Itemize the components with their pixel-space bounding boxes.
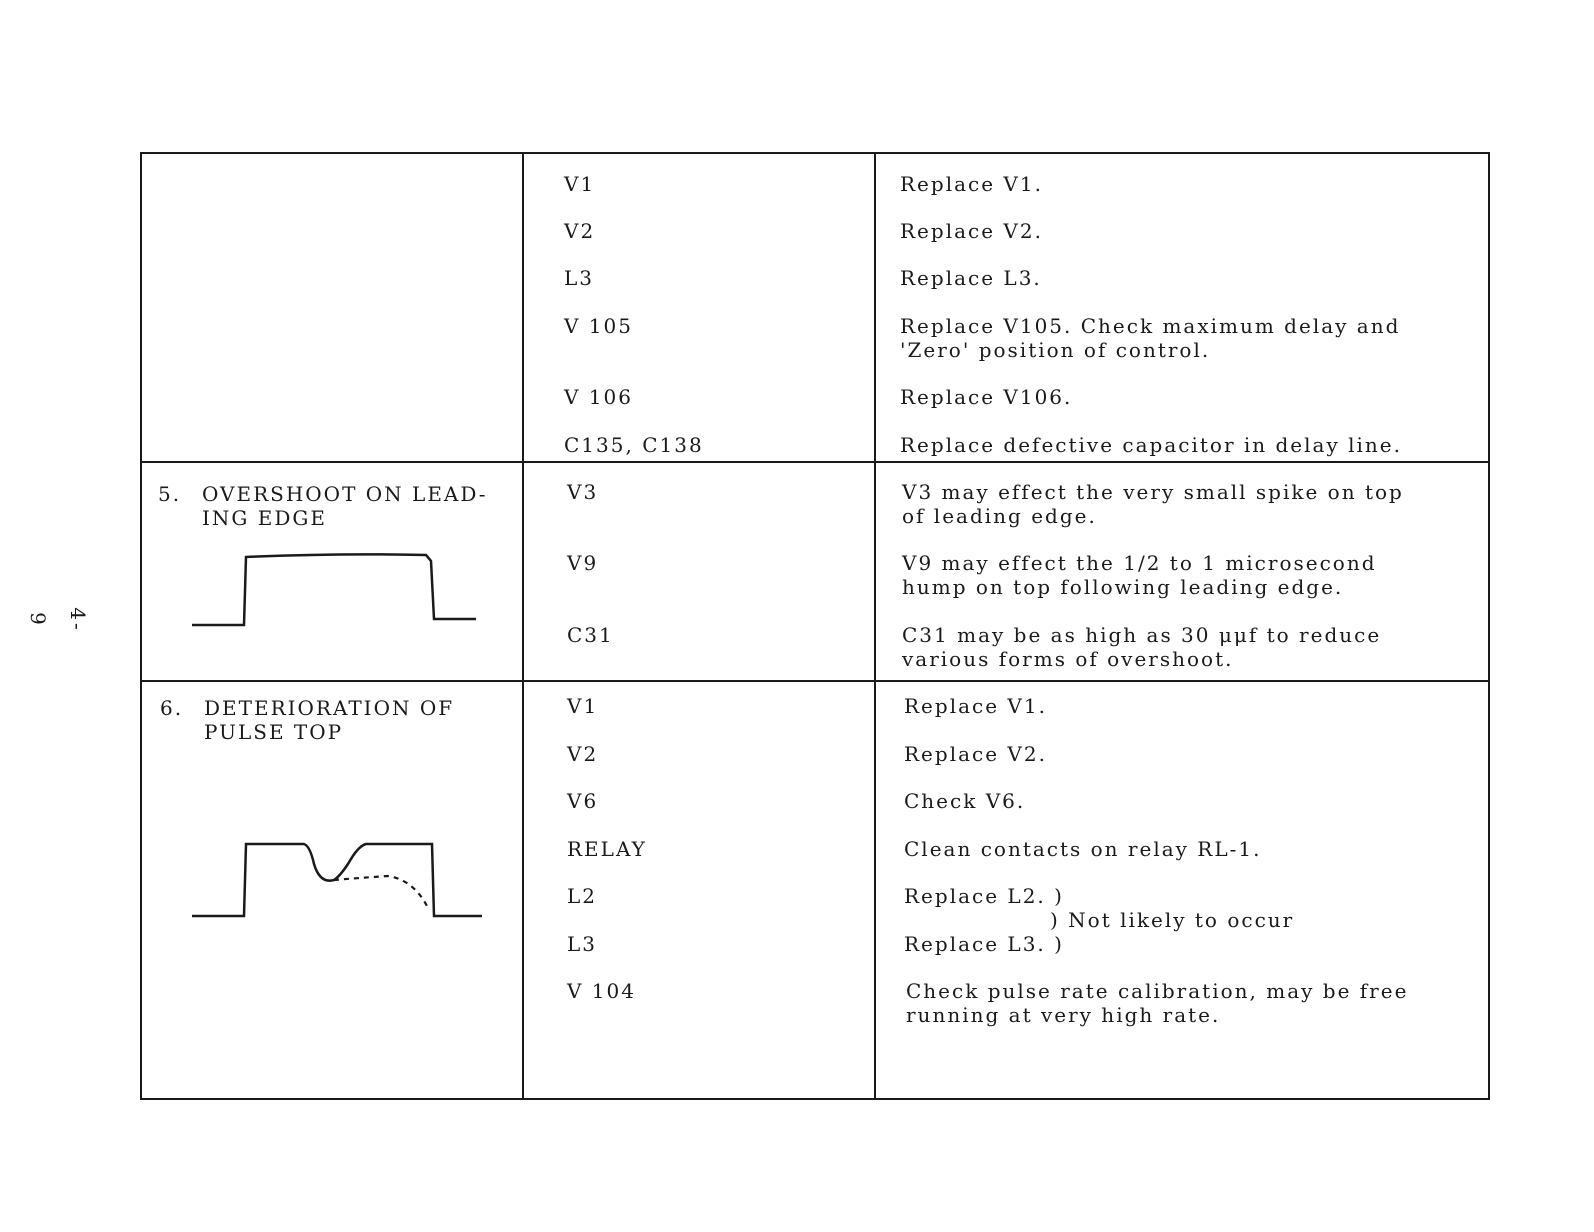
square-pulse-overshoot-icon [188,549,488,639]
remedy-cell-continued: various forms of overshoot. [902,647,1234,671]
remedy-cell: Replace V1. [900,172,1043,196]
remedy-cell: Check V6. [904,789,1026,813]
troubleshooting-table [140,152,1490,1100]
row-divider-1 [142,461,1488,463]
remedy-cell-continued: hump on top following leading edge. [902,575,1344,599]
remedy-cell: Replace defective capacitor in delay line. [900,433,1402,457]
row-divider-2 [142,680,1488,682]
remedy-cell: Replace L3. [900,266,1042,290]
remedy-cell: Clean contacts on relay RL-1. [904,837,1262,861]
remedy-cell: Replace V2. [900,219,1043,243]
cause-cell: L3 [567,932,598,956]
symptom-number: 6. [160,696,184,720]
page-number: 4-9 [26,607,90,633]
cause-cell: C135, C138 [564,433,704,457]
remedy-cell: Replace L3. ) [904,932,1064,956]
remedy-cell: Replace L2. ) [904,884,1064,908]
remedy-cell-continued: running at very high rate. [906,1003,1221,1027]
remedy-cell: Replace V106. [900,385,1073,409]
remedy-cell: Replace V105. Check maximum delay and [900,314,1401,338]
pulse-top-deterioration-icon [188,834,488,924]
cause-cell: RELAY [567,837,647,861]
cause-cell: V 106 [564,385,633,409]
remedy-cell-continued: 'Zero' position of control. [900,338,1211,362]
cause-cell: V2 [564,219,596,243]
cause-cell: L2 [567,884,598,908]
remedy-cell: C31 may be as high as 30 μμf to reduce [902,623,1382,647]
cause-cell: V 105 [564,314,633,338]
symptom-title: OVERSHOOT ON LEAD- ING EDGE [202,482,488,530]
cause-cell: L3 [564,266,595,290]
cause-cell: V 104 [567,979,636,1003]
cause-cell: V2 [567,742,599,766]
symptom-title: DETERIORATION OF PULSE TOP [204,696,455,744]
group-note: ) Not likely to occur [1050,908,1295,932]
remedy-cell: V9 may effect the 1/2 to 1 microsecond [902,551,1377,575]
cause-cell: V3 [567,480,599,504]
remedy-cell: Replace V1. [904,694,1047,718]
cause-cell: V6 [567,789,599,813]
cause-cell: V9 [567,551,599,575]
remedy-cell-continued: of leading edge. [902,504,1097,528]
remedy-cell: Replace V2. [904,742,1047,766]
cause-cell: C31 [567,623,614,647]
symptom-number: 5. [158,482,182,506]
column-divider-1 [522,154,524,1098]
column-divider-2 [874,154,876,1098]
remedy-cell: Check pulse rate calibration, may be free [906,979,1409,1003]
remedy-cell: V3 may effect the very small spike on top [902,480,1404,504]
cause-cell: V1 [567,694,599,718]
cause-cell: V1 [564,172,596,196]
